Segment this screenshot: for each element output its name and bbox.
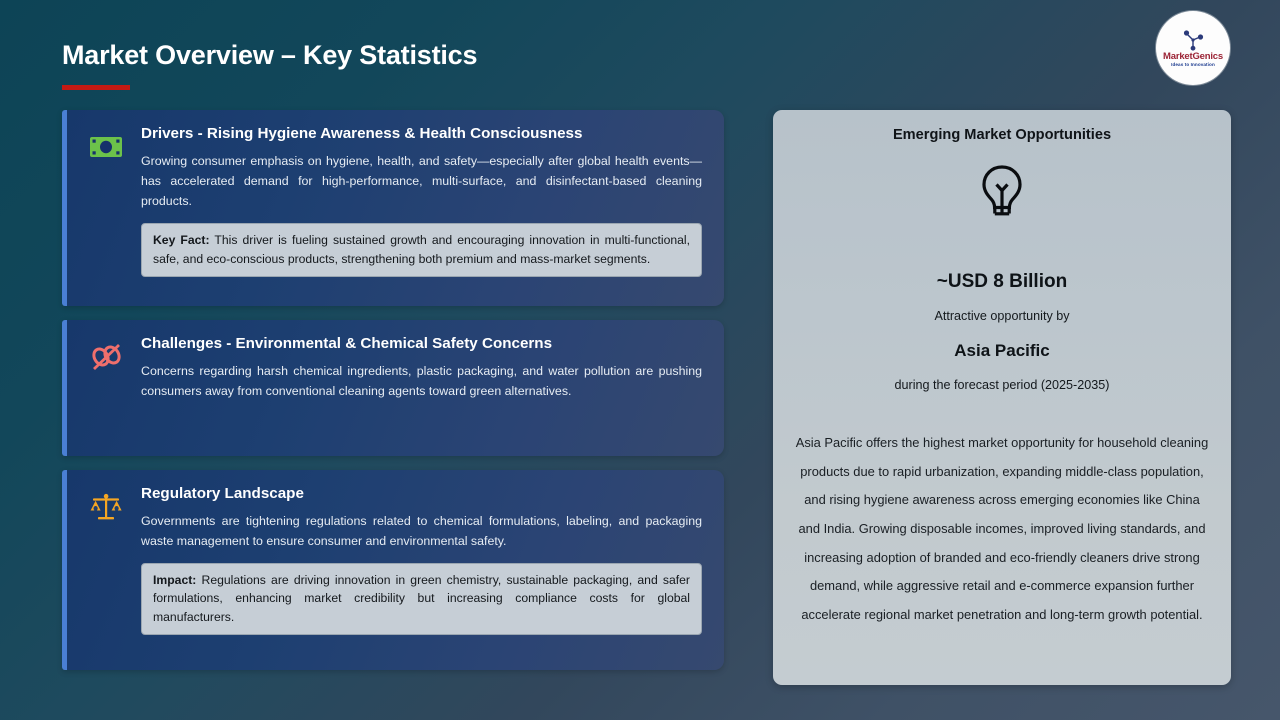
brand-logo [1156, 11, 1230, 85]
broken-link-icon [87, 338, 125, 376]
stat-subtitle: Attractive opportunity by [934, 309, 1070, 323]
logo-tagline: Ideas to Innovation [1171, 61, 1215, 67]
card-regulatory[interactable] [62, 470, 724, 670]
stat-forecast-period: during the forecast period (2025-2035) [894, 378, 1110, 392]
balance-scales-icon [87, 488, 125, 526]
lightbulb-icon [795, 163, 1209, 221]
key-fact-box [141, 223, 702, 277]
card-body: Concerns regarding harsh chemical ingredients, plastic packaging, and water pollution are pushing consumers away from conventional cleaning agents toward green alternatives. [141, 364, 702, 399]
emerging-opportunities-panel [773, 110, 1231, 685]
impact-label: Impact: [153, 573, 197, 588]
card-body: Governments are tightening regulations related to chemical formulations, labeling, and packaging waste management to ensure consumer and environmental safety. [141, 514, 702, 549]
key-fact-label: Key Fact: [153, 233, 210, 248]
card-title: Regulatory Landscape [141, 485, 304, 502]
stat-region: Asia Pacific [954, 341, 1050, 360]
key-fact-text: This driver is fueling sustained growth and encouraging innovation in multi-functional, safe, and eco-conscious products, strengthening both premium and mass-market segments. [153, 233, 690, 266]
card-drivers[interactable] [62, 110, 724, 306]
stat-value: ~USD 8 Billion [936, 271, 1068, 292]
impact-text: Regulations are driving innovation in green chemistry, sustainable packaging, and safer formulations, enhancing market credibility but increasing compliance costs for global manufacturers. [153, 573, 690, 624]
card-title: Drivers - Rising Hygiene Awareness & Health Consciousness [141, 125, 583, 142]
logo-name: MarketGenics [1163, 50, 1223, 62]
panel-description: Asia Pacific offers the highest market opportunity for household cleaning products due to rapid urbanization, expanding middle-class population, and rising hygiene awareness across emerging economies like China and India. Growing disposable incomes, improved living standards, and increasing adoption of branded and eco-friendly cleaners drive strong demand, while aggressive retail and e-commerce expansion further accelerate regional market penetration and long-term growth potential. [795, 435, 1209, 622]
card-title: Challenges - Environmental & Chemical Safety Concerns [141, 335, 553, 352]
card-body: Growing consumer emphasis on hygiene, health, and safety—especially after global health events—has accelerated demand for high-performance, multi-surface, and disinfectant-based cleaning products. [141, 154, 702, 209]
impact-box [141, 563, 702, 635]
title-underline-rule [62, 85, 130, 90]
card-challenges[interactable] [62, 320, 724, 456]
panel-title: Emerging Market Opportunities [892, 127, 1112, 143]
insight-cards-column [62, 110, 724, 684]
molecule-icon [1180, 29, 1206, 51]
page-title: Market Overview – Key Statistics [62, 40, 478, 70]
banknote-icon [87, 128, 125, 166]
